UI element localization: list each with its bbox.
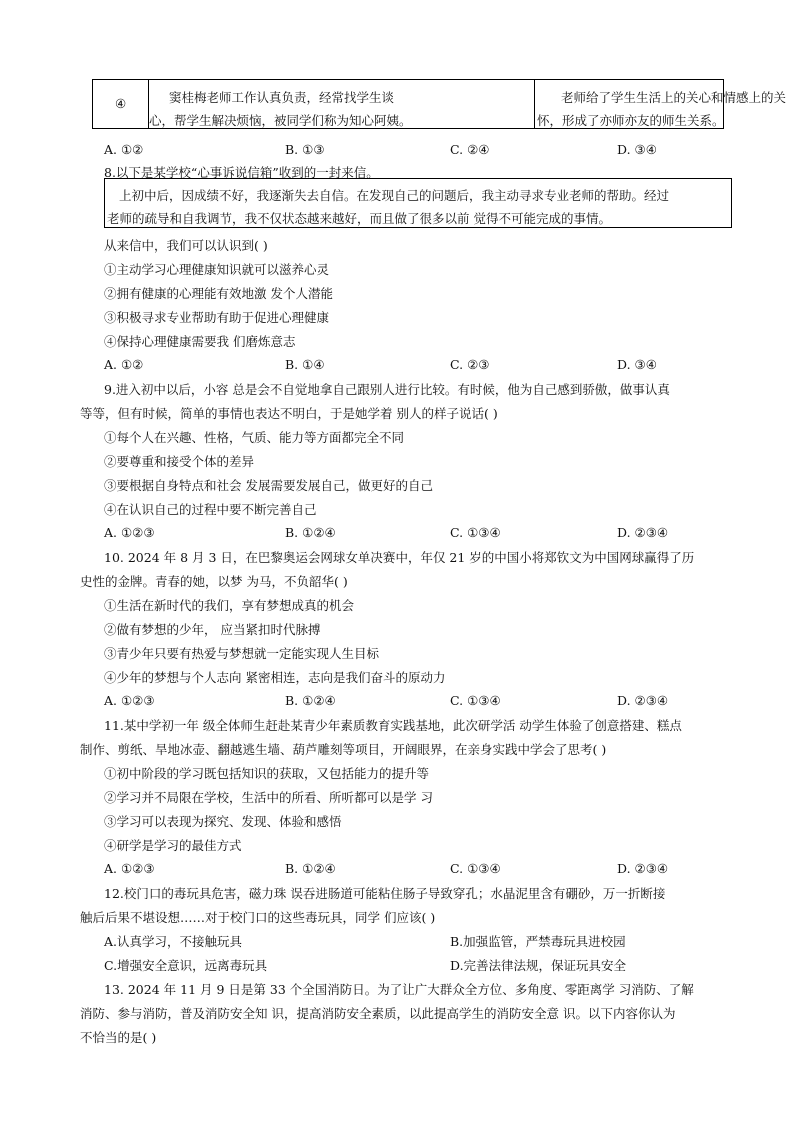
q13-stem-line-1: 13. 2024 年 11 月 9 日是第 33 个全国消防日。为了让广大群众全方位、多角度、零距离学 习消防、了解 [104,982,694,997]
q7-option-d: D. ③④ [617,142,657,157]
q8-stem: 8.以下是某学校“心事诉说信箱”收到的一封来信。 [104,165,379,180]
q8-item-2: ②拥有健康的心理能有效地激 发个人潜能 [104,286,333,301]
q11-item-1: ①初中阶段的学习既包括知识的获取，又包括能力的提升等 [104,766,430,781]
note-cell [535,80,787,128]
q12-option-c: C.增强安全意识，远离毒玩具 [104,958,268,973]
q12-stem-line-2: 触后后果不堪设想……对于校门口的这些毒玩具，同学 们应该( ) [80,910,436,925]
q9-item-1: ①每个人在兴趣、性格，气质、能力等方面都完全不同 [104,430,405,445]
q10-option-d: D. ②③④ [617,693,669,708]
q13-stem-line-2: 消防、参与消防，普及消防安全知 识，提高消防安全素质，以此提高学生的消防安全意 识。以下内容你认为 [80,1006,676,1021]
q10-option-a: A. ①②③ [104,693,155,708]
q7-option-b: B. ①③ [285,142,325,157]
q11-option-d: D. ②③④ [617,861,669,876]
q9-option-b: B. ①②④ [285,525,336,540]
q9-stem-line-1: 9.进入初中以后，小容 总是会不自觉地拿自己跟别人进行比较。有时候，他为自己感到骄傲，做事认真 [104,382,670,397]
q12-stem-line-1: 12.校门口的毒玩具危害，磁力珠 误吞进肠道可能粘住肠子导致穿孔；水晶泥里含有硼砂，万一折断接 [104,886,666,901]
example-cell [149,80,535,128]
q9-item-3: ③要根据自身特点和社会 发展需要发展自己，做更好的自己 [104,478,433,493]
q12-option-d: D.完善法律法规，保证玩具安全 [450,958,627,973]
q11-option-b: B. ①②④ [285,861,336,876]
q10-item-3: ③青少年只要有热爱与梦想就一定能实现人生目标 [104,646,380,661]
q10-item-1: ①生活在新时代的我们，享有梦想成真的机会 [104,598,355,613]
q11-stem-line-1: 11.某中学初一年 级全体师生赶赴某青少年素质教育实践基地，此次研学活 动学生体验了创意搭建、糕点 [104,718,682,733]
note-line-1: 老师给了学生生活上的关心和情感上的关 [561,90,787,105]
q9-stem-line-2: 等等，但有时候，简单的事情也表达不明白，于是她学着 别人的样子说话( ) [80,406,498,421]
q9-item-2: ②要尊重和接受个体的差异 [104,454,255,469]
q11-item-2: ②学习并不局限在学校，生活中的所看、所听都可以是学 习 [104,790,433,805]
q9-option-c: C. ①③④ [450,525,501,540]
q10-stem-line-2: 史性的金牌。青春的她，以梦 为马，不负韶华( ) [80,574,348,589]
q11-option-a: A. ①②③ [104,861,155,876]
q8-option-b: B. ①④ [285,357,325,372]
q11-option-c: C. ①③④ [450,861,501,876]
q8-prompt: 从来信中，我们可以认识到( ) [104,238,268,253]
q8-item-4: ④保持心理健康需要我 们磨炼意志 [104,334,296,349]
q8-option-d: D. ③④ [617,357,657,372]
q11-stem-line-2: 制作、剪纸、旱地冰壶、翻越逃生墙、葫芦雕刻等项目，开阔眼界，在亲身实践中学会了思考( ) [80,742,607,757]
row-number-cell [93,80,149,128]
q8-option-a: A. ①② [104,357,144,372]
q12-option-a: A.认真学习，不接触玩具 [104,934,243,949]
q10-item-4: ④少年的梦想与个人志向 紧密相连，志向是我们奋斗的原动力 [104,670,446,685]
row-number: ④ [115,96,127,111]
example-table-row [92,79,787,129]
q8-item-3: ③积极寻求专业帮助有助于促进心理健康 [104,310,330,325]
note-line-2: 怀，形成了亦师亦友的师生关系。 [537,113,725,128]
q9-item-4: ④在认识自己的过程中要不断完善自己 [104,502,317,517]
q10-stem-line-1: 10. 2024 年 8 月 3 日，在巴黎奥运会网球女单决赛中，年仅 21 岁的中国小将郑钦文为中国网球赢得了历 [104,550,695,565]
q7-option-c: C. ②④ [450,142,490,157]
q10-option-c: C. ①③④ [450,693,501,708]
q11-item-3: ③学习可以表现为探究、发现、体验和感悟 [104,814,342,829]
q8-letter-box [104,178,732,228]
q8-letter-line-2: 老师的疏导和自我调节，我不仅状态越来越好，而且做了很多以前 觉得不可能完成的事情。 [107,211,611,226]
q9-option-a: A. ①②③ [104,525,155,540]
q10-item-2: ②做有梦想的少年， 应当紧扣时代脉搏 [104,622,321,637]
q9-option-d: D. ②③④ [617,525,669,540]
q12-option-b: B.加强监管，严禁毒玩具进校园 [450,934,626,949]
example-line-2: 心，帮学生解决烦恼，被同学们称为知心阿姨。 [149,113,412,128]
q7-option-a: A. ①② [104,142,144,157]
q8-option-c: C. ②③ [450,357,490,372]
q13-stem-line-3: 不恰当的是( ) [80,1030,157,1045]
example-line-1: 窦桂梅老师工作认真负责，经常找学生谈 [169,90,395,105]
q8-letter-line-1: 上初中后，因成绩不好，我逐渐失去自信。在发现自己的问题后，我主动寻求专业老师的帮助。经过 [119,188,670,203]
q10-option-b: B. ①②④ [285,693,336,708]
q11-item-4: ④研学是学习的最佳方式 [104,838,242,853]
q8-item-1: ①主动学习心理健康知识就可以滋养心灵 [104,262,330,277]
